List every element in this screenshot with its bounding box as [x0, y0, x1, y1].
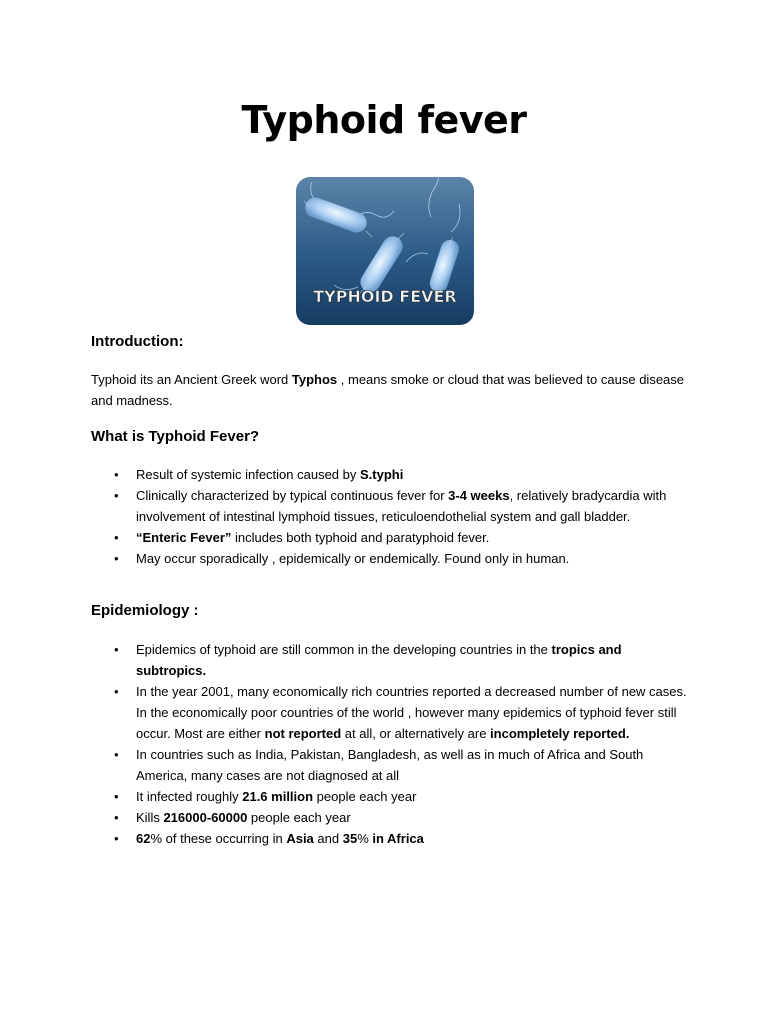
list-item: • Result of systemic infection caused by S.typhi	[91, 464, 691, 485]
what-is-typhoid-list	[91, 464, 691, 569]
list-item: • May occur sporadically , epidemically or endemically. Found only in human.	[91, 548, 691, 569]
list-item: • 62% of these occurring in Asia and 35% in Africa	[91, 828, 691, 849]
what-is-typhoid-heading: What is Typhoid Fever?	[91, 428, 260, 445]
image-caption: TYPHOID FEVER	[313, 287, 457, 306]
list-item: • Epidemics of typhoid are still common in the developing countries in the tropics and subtropics.	[91, 639, 691, 681]
epidemiology-heading: Epidemiology :	[91, 602, 199, 619]
introduction-paragraph: Typhoid its an Ancient Greek word Typhos , means smoke or cloud that was believed to cause disease and madness.	[91, 372, 685, 408]
list-item: • In countries such as India, Pakistan, Bangladesh, as well as in much of Africa and South America, many cases are not diagnosed at all	[91, 744, 691, 786]
list-item: • In the year 2001, many economically rich countries reported a decreased number of new cases. In the economically poor countries of the world , however many epidemics of typhoid fever still occur. Most are either not reported at all, or alternatively are incompletely reported.	[91, 681, 691, 744]
bacteria-illustration	[296, 177, 474, 325]
list-item: • Clinically characterized by typical continuous fever for 3-4 weeks, relatively bradycardia with involvement of intestinal lymphoid tissues, reticuloendothelial system and gall bladder.	[91, 485, 691, 527]
list-item: • Kills 216000-60000 people each year	[91, 807, 691, 828]
list-item: • It infected roughly 21.6 million people each year	[91, 786, 691, 807]
list-item: • “Enteric Fever” includes both typhoid and paratyphoid fever.	[91, 527, 691, 548]
epidemiology-list	[91, 639, 691, 849]
typhoid-bacteria-image	[296, 177, 474, 325]
introduction-heading: Introduction:	[91, 333, 184, 350]
page-title: Typhoid fever	[241, 98, 527, 142]
